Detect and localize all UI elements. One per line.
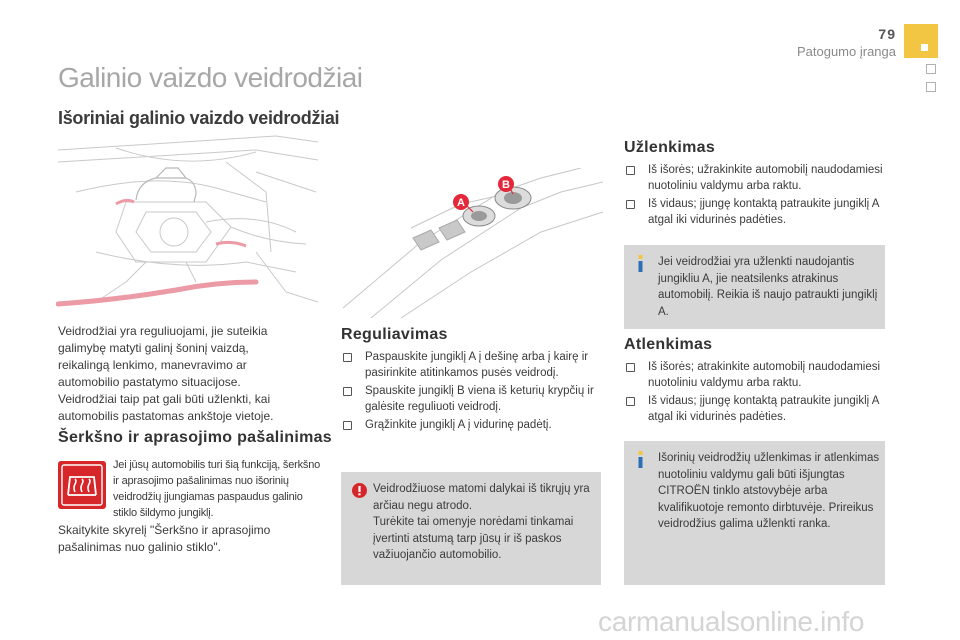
list-item: Grąžinkite jungiklį A į vidurinę padėtį. bbox=[341, 417, 603, 433]
warning-icon bbox=[352, 483, 367, 498]
car-interior-illustration bbox=[56, 132, 318, 312]
chapter-tab-box bbox=[926, 64, 936, 74]
folding-info-box bbox=[624, 245, 885, 329]
warning-text: Veidrodžiuose matomi dalykai iš tikrųjų yra arčiau negu atrodo. Turėkite tai omenyje norėdami tinkamai įvertinti atstumą tarp jūsų ir iš paskos važiuojančio automobilio. bbox=[373, 483, 590, 561]
list-item: Iš išorės; atrakinkite automobilį naudodamiesi nuotoliniu valdymu arba raktu. bbox=[624, 359, 886, 391]
chapter-tab-box bbox=[926, 82, 936, 92]
defrost-reference: Skaitykite skyrelį "Šerkšno ir aprasojimo pašalinimas nuo galinio stiklo". bbox=[58, 523, 271, 554]
unfolding-heading: Atlenkimas bbox=[624, 336, 713, 353]
defrost-box-text: Jei jūsų automobilis turi šią funkciją, šerkšno ir aprasojimo pašalinimas nuo išorinių veidrodžių įjungiamas paspaudus galinio stiklo šildymo jungiklį. bbox=[113, 459, 321, 519]
adjustment-steps bbox=[341, 349, 603, 435]
info-icon bbox=[634, 451, 647, 468]
page-title: Galinio vaizdo veidrodžiai bbox=[58, 62, 363, 93]
unfolding-steps bbox=[624, 359, 886, 427]
info-icon bbox=[634, 255, 647, 272]
defrost-heading: Šerkšno ir aprasojimo pašalinimas bbox=[58, 429, 333, 446]
callout-label-b: B bbox=[502, 179, 510, 191]
callout-label-a: A bbox=[457, 197, 465, 209]
section-label: Patogumo įranga bbox=[796, 44, 896, 59]
list-item: Iš išorės; užrakinkite automobilį naudodamiesi nuotoliniu valdymu arba raktu. bbox=[624, 162, 886, 194]
list-item: Iš vidaus; įjungę kontaktą patraukite jungiklį A atgal iki vidurinės padėties. bbox=[624, 393, 886, 425]
rear-defrost-icon bbox=[58, 461, 106, 509]
unfolding-info-box bbox=[624, 441, 885, 585]
mirror-switch-illustration bbox=[341, 168, 603, 318]
page-number: 79 bbox=[878, 26, 896, 42]
folding-info-text: Jei veidrodžiai yra užlenkti naudojantis jungikliu A, jie neatsilenks atrakinus automobilį. Reikia iš naujo patraukti jungiklį A. bbox=[658, 256, 878, 318]
folding-steps bbox=[624, 162, 886, 230]
list-item: Spauskite jungiklį B viena iš keturių krypčių ir galėsite reguliuoti veidrodį. bbox=[341, 383, 603, 415]
list-item: Iš vidaus; įjungę kontaktą patraukite jungiklį A atgal iki vidurinės padėties. bbox=[624, 196, 886, 228]
warning-note-box bbox=[341, 472, 601, 585]
intro-paragraph: Veidrodžiai yra reguliuojami, jie suteikia galimybę matyti galinį šoninį vaizdą, reikalingą lenkimo, manevravimo ar automobilio pastatymo situacijose. Veidrodžiai taip pat gali būti užlenkti, kai automobilis pastatomas ankštoje vietoje. bbox=[58, 324, 274, 423]
chapter-tab-marker bbox=[904, 24, 938, 58]
adjustment-heading: Reguliavimas bbox=[341, 326, 448, 343]
folding-heading: Užlenkimas bbox=[624, 139, 716, 156]
section-subtitle: Išoriniai galinio vaizdo veidrodžiai bbox=[58, 108, 340, 128]
unfolding-info-text: Išorinių veidrodžių užlenkimas ir atlenkimas nuotoliniu valdymu gali būti išjungtas CITROËN tinklo atstovybėje arba kvalifikuotoje remonto dirbtuvėje. Prireikus veidrodžius galima užlenkti ranka. bbox=[658, 452, 880, 530]
list-item: Paspauskite jungiklį A į dešinę arba į kairę ir pasirinkite atitinkamos pusės veidrodį. bbox=[341, 349, 603, 381]
watermark: carmanualsonline.info bbox=[598, 606, 865, 637]
